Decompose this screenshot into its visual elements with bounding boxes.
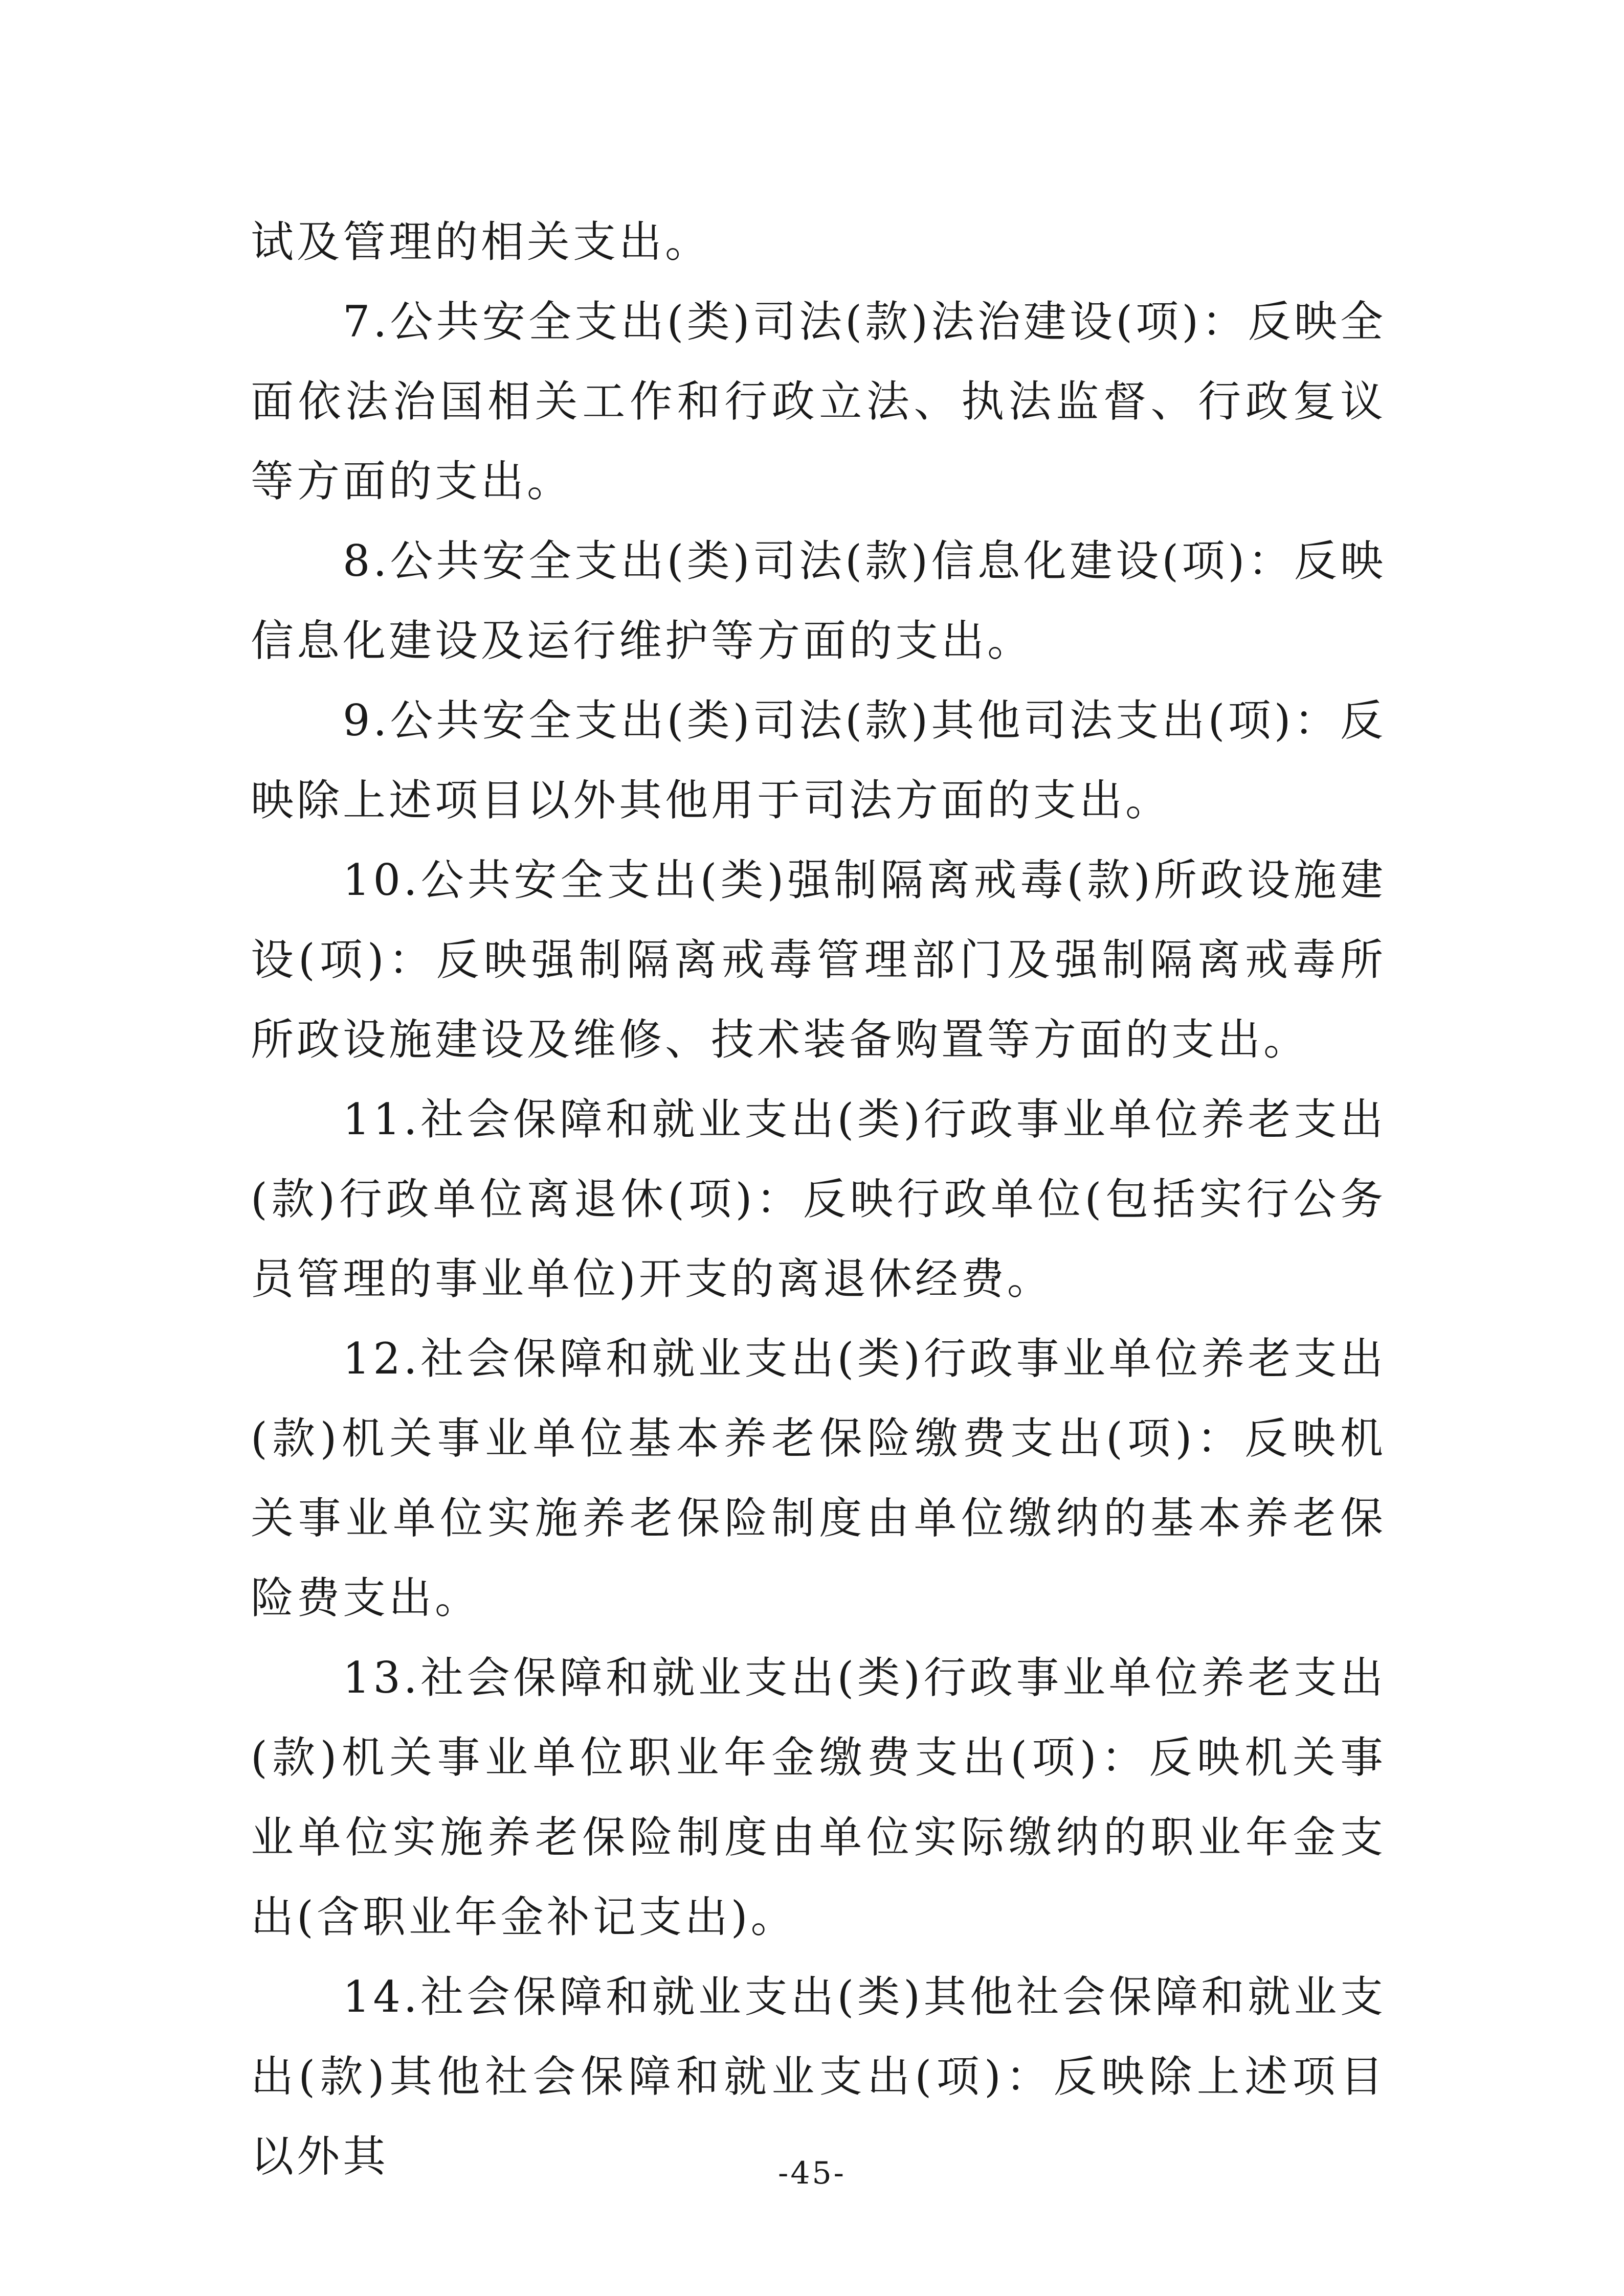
paragraph-item-8: 8.公共安全支出(类)司法(款)信息化建设(项)：反映信息化建设及运行维护等方面的支出。	[251, 536, 1386, 666]
body-text	[251, 202, 1386, 2196]
paragraph-item-10: 10.公共安全支出(类)强制隔离戒毒(款)所政设施建设(项)：反映强制隔离戒毒管理部门及强制隔离戒毒所所政设施建设及维修、技术装备购置等方面的支出。	[251, 855, 1386, 1065]
paragraph-item-12: 12.社会保障和就业支出(类)行政事业单位养老支出(款)机关事业单位基本养老保险缴费支出(项)：反映机关事业单位实施养老保险制度由单位缴纳的基本养老保险费支出。	[251, 1334, 1386, 1623]
paragraph-item-13: 13.社会保障和就业支出(类)行政事业单位养老支出(款)机关事业单位职业年金缴费支出(项)：反映机关事业单位实施养老保险制度由单位实际缴纳的职业年金支出(含职业年金补记支出)。	[251, 1653, 1386, 1942]
paragraph-item-11: 11.社会保障和就业支出(类)行政事业单位养老支出(款)行政单位离退休(项)：反映行政单位(包括实行公务员管理的事业单位)开支的离退休经费。	[251, 1094, 1386, 1304]
paragraph-item-9: 9.公共安全支出(类)司法(款)其他司法支出(项)：反映除上述项目以外其他用于司法方面的支出。	[251, 695, 1386, 825]
paragraph-item-14: 14.社会保障和就业支出(类)其他社会保障和就业支出(款)其他社会保障和就业支出(项)：反映除上述项目以外其	[251, 1972, 1386, 2181]
page-number: -45-	[778, 2155, 846, 2191]
paragraph-item-7: 7.公共安全支出(类)司法(款)法治建设(项)：反映全面依法治国相关工作和行政立法、执法监督、行政复议等方面的支出。	[251, 297, 1386, 506]
paragraph-continuation: 试及管理的相关支出。	[251, 217, 711, 267]
